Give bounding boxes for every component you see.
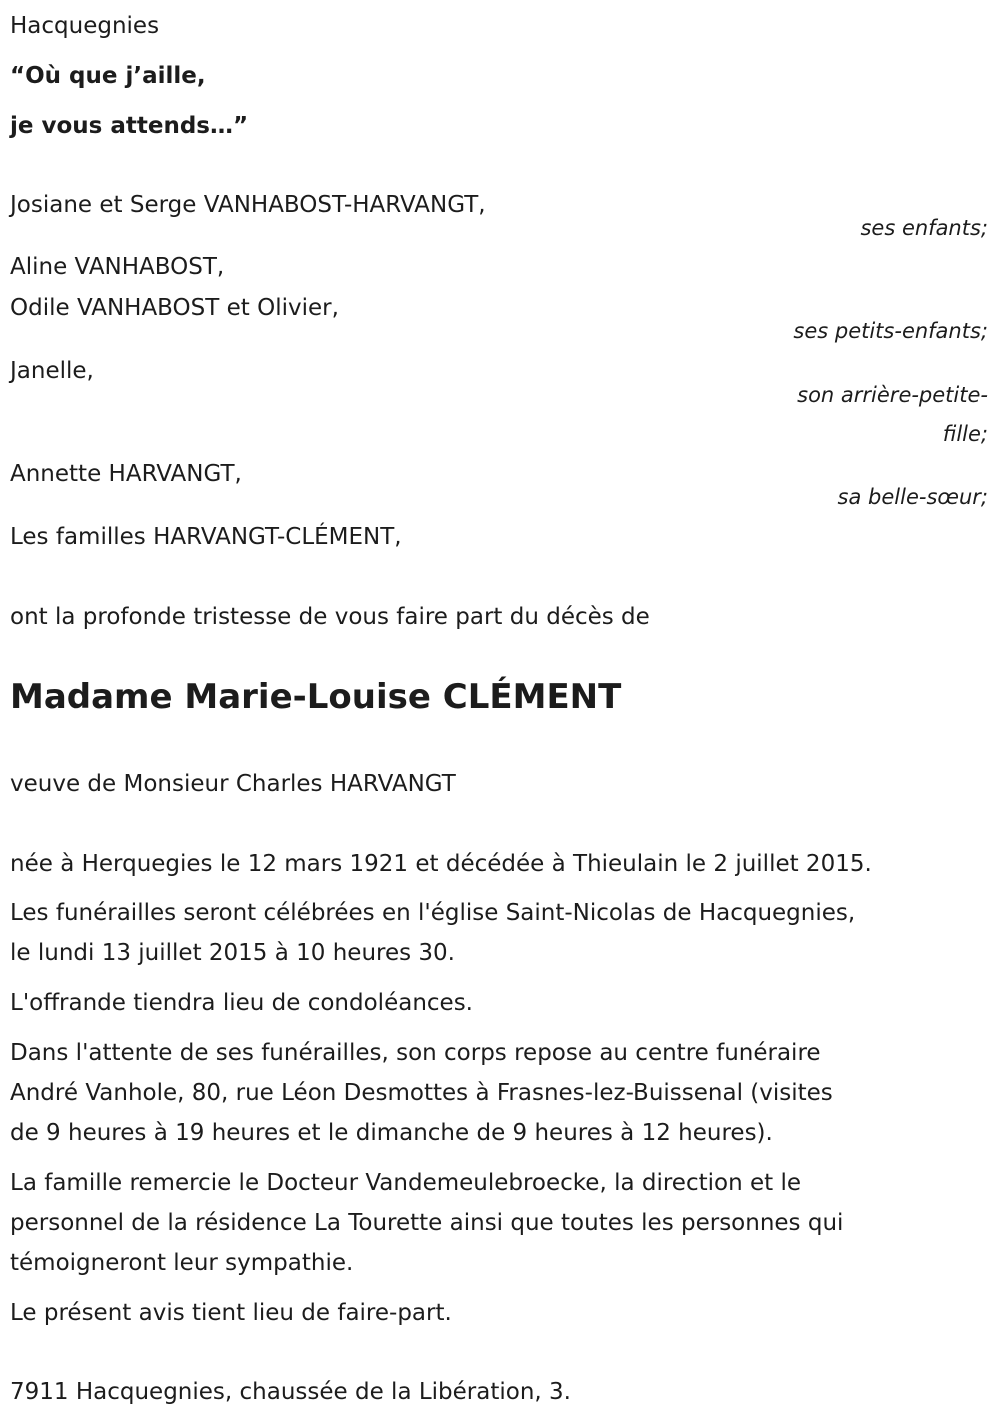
family-name: Josiane et Serge VANHABOST-HARVANGT, [10, 192, 486, 218]
rest-line: Dans l'attente de ses funérailles, son corps repose au centre funéraire [10, 1040, 821, 1066]
family-relation: ses enfants; [860, 216, 988, 240]
family-relation: fille; [942, 422, 988, 446]
announcement: ont la profonde tristesse de vous faire part du décès de [10, 604, 650, 630]
offering: L'offrande tiendra lieu de condoléances. [10, 990, 473, 1016]
family-relation: ses petits-enfants; [793, 319, 988, 343]
deceased-name: Madame Marie-Louise CLÉMENT [10, 677, 622, 717]
birth-death: née à Herquegies le 12 mars 1921 et décédée à Thieulain le 2 juillet 2015. [10, 851, 872, 877]
quote-line-2: je vous attends…” [10, 113, 249, 139]
thanks-line: témoigneront leur sympathie. [10, 1250, 354, 1276]
thanks-line: La famille remercie le Docteur Vandemeulebroecke, la direction et le [10, 1170, 801, 1196]
address: 7911 Hacquegnies, chaussée de la Libération, 3. [10, 1379, 571, 1405]
family-name: Annette HARVANGT, [10, 461, 242, 487]
notice: Le présent avis tient lieu de faire-part. [10, 1300, 452, 1326]
rest-line: de 9 heures à 19 heures et le dimanche de 9 heures à 12 heures). [10, 1120, 773, 1146]
family-relation: son arrière-petite- [797, 383, 988, 407]
place-heading: Hacquegnies [10, 13, 160, 39]
family-name: Les familles HARVANGT-CLÉMENT, [10, 524, 402, 550]
widow-of: veuve de Monsieur Charles HARVANGT [10, 771, 456, 797]
funeral-line: Les funérailles seront célébrées en l'église Saint-Nicolas de Hacquegnies, [10, 900, 856, 926]
funeral-line: le lundi 13 juillet 2015 à 10 heures 30. [10, 940, 455, 966]
thanks-line: personnel de la résidence La Tourette ainsi que toutes les personnes qui [10, 1210, 844, 1236]
family-name: Odile VANHABOST et Olivier, [10, 295, 339, 321]
rest-line: André Vanhole, 80, rue Léon Desmottes à Frasnes-lez-Buissenal (visites [10, 1080, 833, 1106]
quote-line-1: “Où que j’aille, [10, 63, 206, 89]
family-relation: sa belle-sœur; [837, 485, 988, 509]
family-name: Janelle, [10, 358, 94, 384]
family-name: Aline VANHABOST, [10, 254, 225, 280]
